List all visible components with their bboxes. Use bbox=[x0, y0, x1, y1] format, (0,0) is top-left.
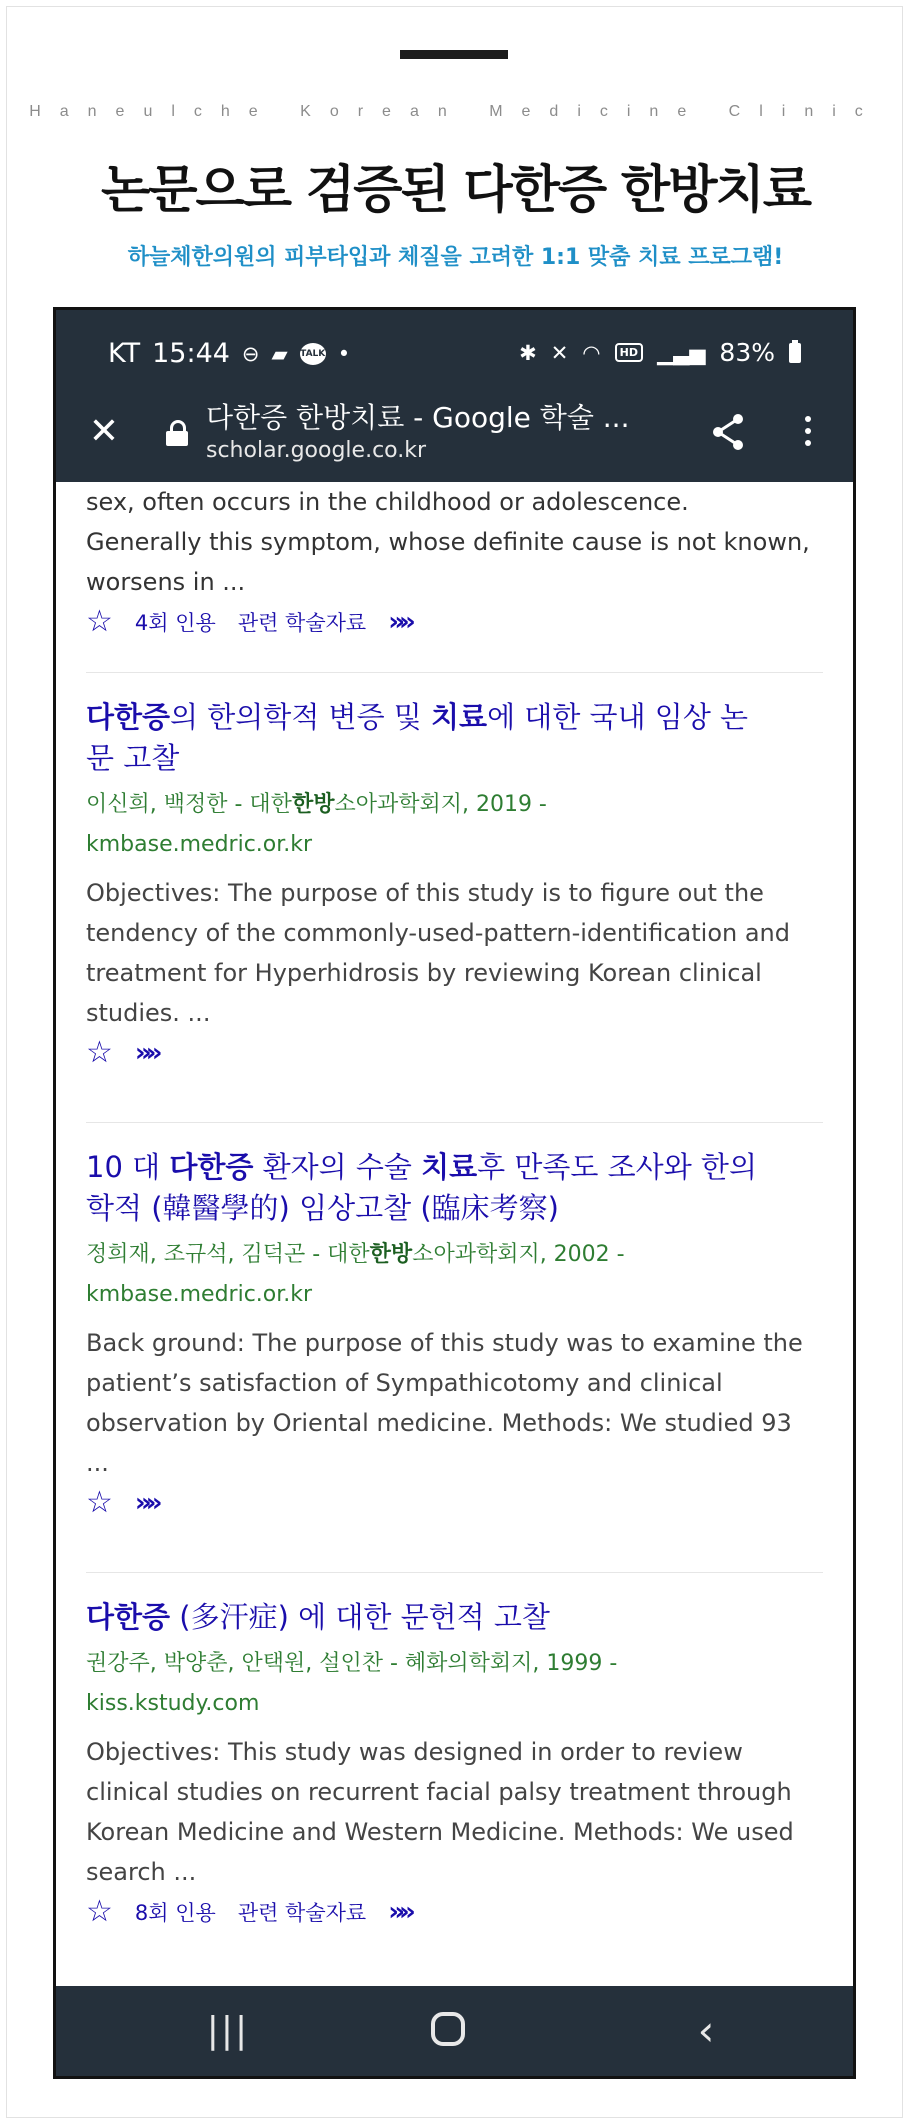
more-options-icon[interactable]: »» bbox=[134, 1488, 157, 1518]
battery-icon bbox=[789, 343, 801, 363]
save-star-icon[interactable]: ☆ bbox=[86, 604, 113, 639]
android-nav-bar bbox=[56, 1986, 853, 2076]
battery-percent: 83% bbox=[719, 338, 775, 367]
kakaotalk-icon: TALK bbox=[300, 343, 326, 365]
home-button[interactable] bbox=[426, 2008, 470, 2052]
more-options-icon[interactable]: »» bbox=[388, 1897, 410, 1927]
clock: 15:44 bbox=[152, 338, 230, 369]
dnd-icon: ⊖ bbox=[241, 341, 260, 366]
close-tab-button[interactable]: ✕ bbox=[88, 411, 120, 452]
decorative-bar bbox=[400, 50, 508, 59]
save-star-icon[interactable]: ☆ bbox=[86, 1894, 113, 1929]
result-title-link[interactable]: 다한증의 한의학적 변증 및 치료에 대한 국내 임상 논 문 고찰 bbox=[86, 700, 749, 775]
divider bbox=[86, 672, 823, 673]
page-headline: 논문으로 검증된 다한증 한방치료 bbox=[101, 161, 810, 220]
result-item bbox=[86, 697, 823, 1073]
more-options-icon[interactable]: »» bbox=[134, 1038, 157, 1068]
result-meta: 정희재, 조규석, 김덕곤 - 대한한방소아과학회지, 2002 - kmbase.medric.or.kr bbox=[86, 1235, 823, 1315]
divider bbox=[86, 1122, 823, 1123]
result-meta: 이신희, 백정한 - 대한한방소아과학회지, 2019 - kmbase.medric.or.kr bbox=[86, 785, 823, 865]
result-snippet: Objectives: This study was designed in order to review clinical studies on recurrent facial palsy treatment through Korean Medicine and Western Medicine. Methods: We used search ... bbox=[86, 1738, 794, 1886]
result-actions bbox=[86, 1033, 823, 1073]
recent-apps-button[interactable]: ||| bbox=[206, 2010, 250, 2051]
share-button[interactable] bbox=[706, 410, 750, 454]
result-item bbox=[86, 482, 823, 642]
result-item bbox=[86, 1597, 823, 1932]
phone-screenshot bbox=[53, 307, 856, 2079]
results-list bbox=[56, 482, 853, 1986]
result-meta: 권강주, 박양춘, 안택원, 설인찬 - 혜화의학회지, 1999 - kiss.kstudy.com bbox=[86, 1644, 823, 1724]
result-source[interactable]: kiss.kstudy.com bbox=[86, 1691, 260, 1716]
related-articles-link[interactable]: 관련 학술자료 bbox=[237, 611, 367, 635]
back-button[interactable]: ‹ bbox=[697, 2006, 715, 2055]
status-right bbox=[519, 338, 801, 367]
result-actions bbox=[86, 1483, 823, 1523]
result-title-link[interactable]: 10 대 다한증 환자의 수술 치료후 만족도 조사와 한의 학적 (韓醫學的) 임상고찰 (臨床考察) bbox=[86, 1150, 757, 1225]
clinic-name: Haneulche Korean Medicine Clinic bbox=[29, 103, 882, 120]
result-actions bbox=[86, 602, 823, 642]
page-subline: 하늘체한의원의 피부타입과 체질을 고려한 1:1 맞춤 치료 프로그램! bbox=[127, 245, 784, 270]
more-menu-button[interactable] bbox=[796, 412, 820, 456]
save-star-icon[interactable]: ☆ bbox=[86, 1035, 113, 1070]
status-left bbox=[108, 338, 350, 369]
save-star-icon[interactable]: ☆ bbox=[86, 1485, 113, 1520]
result-item bbox=[86, 1147, 823, 1523]
signal-icon: ▁▃▅ bbox=[656, 340, 706, 365]
result-source[interactable]: kmbase.medric.or.kr bbox=[86, 832, 313, 857]
related-articles-link[interactable]: 관련 학술자료 bbox=[237, 1901, 367, 1925]
hd-voice-icon: HD bbox=[615, 343, 643, 362]
status-bar bbox=[56, 310, 853, 382]
carrier-label: KT bbox=[108, 338, 141, 369]
lock-icon bbox=[166, 420, 188, 446]
result-snippet: sex, often occurs in the childhood or adolescence. Generally this symptom, whose definite cause is not known, worsens in ... bbox=[86, 488, 810, 596]
cited-by-link[interactable]: 4회 인용 bbox=[134, 611, 216, 635]
result-snippet: Back ground: The purpose of this study was to examine the patient’s satisfaction of Sympathicotomy and clinical observation by Oriental medicine. Methods: We studied 93 ... bbox=[86, 1329, 803, 1477]
mute-icon: ✕ bbox=[550, 340, 569, 365]
page-title: 다한증 한방치료 - Google 학술 ... bbox=[206, 401, 630, 434]
wifi-icon: ◠ bbox=[582, 340, 601, 365]
divider bbox=[86, 1572, 823, 1573]
share-icon bbox=[706, 410, 750, 454]
message-icon: ▰ bbox=[271, 341, 288, 366]
bluetooth-icon: ✱ bbox=[519, 340, 537, 365]
cited-by-link[interactable]: 8회 인용 bbox=[134, 1901, 216, 1925]
result-title-link[interactable]: 다한증 (多汗症) 에 대한 문헌적 고찰 bbox=[86, 1600, 550, 1634]
browser-toolbar bbox=[56, 382, 853, 482]
result-snippet: Objectives: The purpose of this study is to figure out the tendency of the commonly-used-pattern-identification and treatment for Hyperhidrosis by reviewing Korean clinical studies. ... bbox=[86, 879, 790, 1027]
more-options-icon[interactable]: »» bbox=[388, 607, 410, 637]
result-source[interactable]: kmbase.medric.or.kr bbox=[86, 1282, 313, 1307]
more-notifications-icon: • bbox=[337, 341, 351, 366]
page-url[interactable]: scholar.google.co.kr bbox=[206, 438, 427, 463]
result-actions bbox=[86, 1892, 823, 1932]
